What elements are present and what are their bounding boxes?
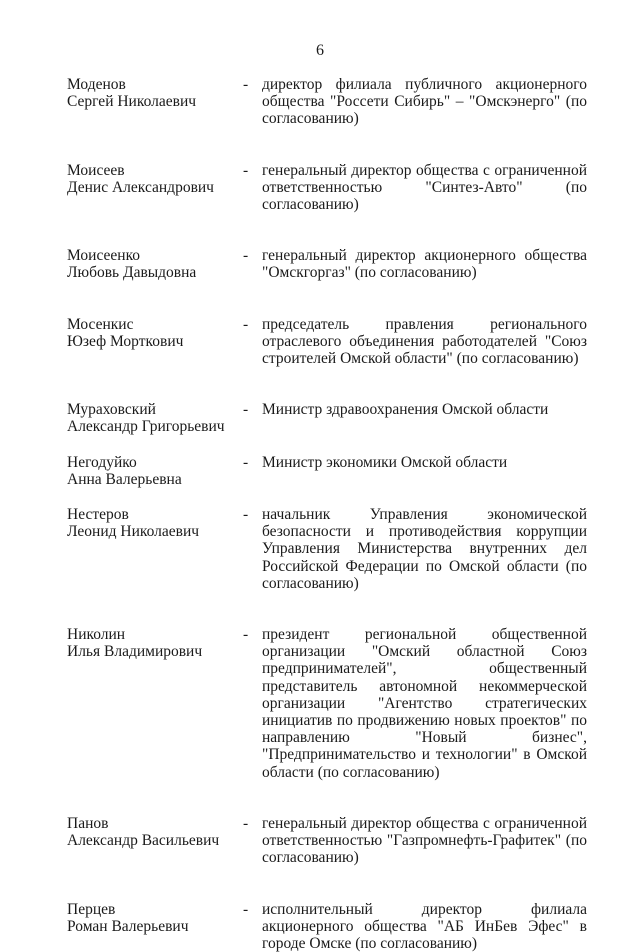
page-number: 6 bbox=[0, 42, 640, 60]
member-surname: Мураховский bbox=[67, 401, 243, 418]
member-given-names: Анна Валерьевна bbox=[67, 471, 243, 488]
list-item bbox=[67, 162, 587, 214]
member-surname: Нестеров bbox=[67, 506, 243, 523]
list-item bbox=[67, 901, 587, 952]
member-role: директор филиала публичного акционерного общества "Россети Сибирь" – "Омскэнерго" (по согласованию) bbox=[262, 76, 587, 128]
member-role: исполнительный директор филиала акционерного общества "АБ ИнБев Эфес" в городе Омске (по согласованию) bbox=[262, 901, 587, 952]
member-role: президент региональной общественной организации "Омский областной Союз предпринимателей", общественный представитель автономной некоммерческой организации "Агентство стратегических инициатив по продвижению новых проектов" по направлению "Новый бизнес", "Предпринимательство и технологии" в Омской области (по согласованию) bbox=[262, 626, 587, 781]
member-name bbox=[67, 901, 243, 952]
member-surname: Моисеев bbox=[67, 162, 243, 179]
member-role: Министр экономики Омской области bbox=[262, 454, 587, 488]
member-given-names: Денис Александрович bbox=[67, 179, 243, 196]
member-surname: Панов bbox=[67, 815, 243, 832]
member-given-names: Любовь Давыдовна bbox=[67, 264, 243, 281]
member-given-names: Юзеф Морткович bbox=[67, 333, 243, 350]
member-role: генеральный директор акционерного общества "Омскгоргаз" (по согласованию) bbox=[262, 247, 587, 281]
member-surname: Моисеенко bbox=[67, 247, 243, 264]
dash-separator: - bbox=[243, 454, 262, 488]
member-given-names: Александр Григорьевич bbox=[67, 418, 243, 435]
dash-separator: - bbox=[243, 247, 262, 281]
dash-separator: - bbox=[243, 506, 262, 592]
member-surname: Николин bbox=[67, 626, 243, 643]
member-name bbox=[67, 454, 243, 488]
member-name bbox=[67, 316, 243, 368]
member-given-names: Александр Васильевич bbox=[67, 832, 243, 849]
member-name bbox=[67, 401, 243, 435]
list-item bbox=[67, 506, 587, 592]
member-name bbox=[67, 815, 243, 867]
dash-separator: - bbox=[243, 162, 262, 214]
member-given-names: Леонид Николаевич bbox=[67, 523, 243, 540]
dash-separator: - bbox=[243, 316, 262, 368]
member-role: начальник Управления экономической безопасности и противодействия коррупции Управления Министерства внутренних дел Российской Федерации по Омской области (по согласованию) bbox=[262, 506, 587, 592]
member-role: генеральный директор общества с ограниченной ответственностью "Синтез-Авто" (по согласованию) bbox=[262, 162, 587, 214]
member-given-names: Сергей Николаевич bbox=[67, 93, 243, 110]
member-given-names: Илья Владимирович bbox=[67, 643, 243, 660]
members-list bbox=[67, 76, 587, 952]
dash-separator: - bbox=[243, 815, 262, 867]
member-name bbox=[67, 76, 243, 128]
member-name bbox=[67, 626, 243, 781]
dash-separator: - bbox=[243, 901, 262, 952]
member-name bbox=[67, 162, 243, 214]
dash-separator: - bbox=[243, 76, 262, 128]
list-item bbox=[67, 76, 587, 128]
list-item bbox=[67, 815, 587, 867]
dash-separator: - bbox=[243, 626, 262, 781]
list-item bbox=[67, 247, 587, 281]
member-surname: Мосенкис bbox=[67, 316, 243, 333]
list-item bbox=[67, 454, 587, 488]
member-surname: Негодуйко bbox=[67, 454, 243, 471]
member-surname: Перцев bbox=[67, 901, 243, 918]
member-name bbox=[67, 247, 243, 281]
list-item bbox=[67, 401, 587, 435]
dash-separator: - bbox=[243, 401, 262, 435]
list-item bbox=[67, 316, 587, 368]
list-item bbox=[67, 626, 587, 781]
member-role: председатель правления регионального отраслевого объединения работодателей "Союз строителей Омской области" (по согласованию) bbox=[262, 316, 587, 368]
member-role: генеральный директор общества с ограниченной ответственностью "Газпромнефть-Графитек" (по согласованию) bbox=[262, 815, 587, 867]
member-role: Министр здравоохранения Омской области bbox=[262, 401, 587, 435]
member-given-names: Роман Валерьевич bbox=[67, 918, 243, 935]
member-surname: Моденов bbox=[67, 76, 243, 93]
member-name bbox=[67, 506, 243, 592]
